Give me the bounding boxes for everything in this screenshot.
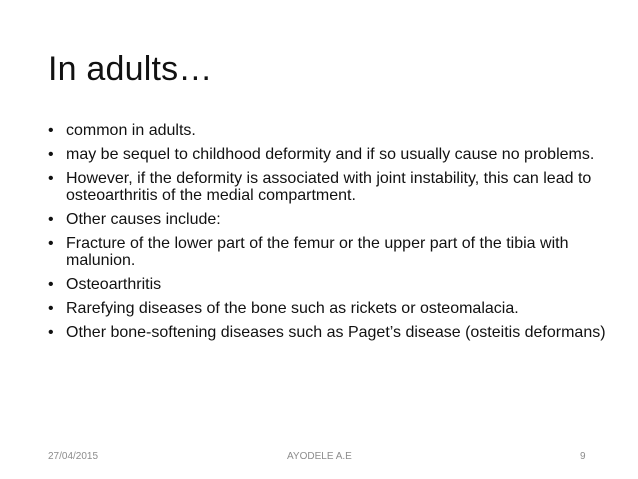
- bullet-text: may be sequel to childhood deformity and if so usually cause no problems.: [66, 146, 595, 163]
- bullet-dot-icon: •: [48, 170, 54, 187]
- bullet-text: Rarefying diseases of the bone such as rickets or osteomalacia.: [66, 300, 519, 317]
- bullet-item: [48, 300, 608, 317]
- bullet-item: [48, 235, 608, 269]
- bullet-dot-icon: •: [48, 235, 54, 252]
- bullet-list: [48, 122, 608, 348]
- bullet-text: Osteoarthritis: [66, 276, 162, 293]
- bullet-item: [48, 122, 608, 139]
- bullet-text: Fracture of the lower part of the femur or the upper part of the tibia with malunion.: [66, 235, 569, 269]
- bullet-dot-icon: •: [48, 300, 54, 317]
- page-number: 9: [580, 451, 586, 462]
- bullet-item: [48, 170, 608, 204]
- footer-date: 27/04/2015: [48, 451, 99, 462]
- bullet-item: [48, 276, 608, 293]
- bullet-text: common in adults.: [66, 122, 196, 139]
- bullet-dot-icon: •: [48, 122, 54, 139]
- bullet-dot-icon: •: [48, 211, 54, 228]
- bullet-item: [48, 324, 608, 341]
- bullet-dot-icon: •: [48, 146, 54, 163]
- bullet-dot-icon: •: [48, 324, 54, 341]
- bullet-text: However, if the deformity is associated with joint instability, this can lead to osteoarthritis of the medial compartment.: [66, 170, 592, 204]
- bullet-item: [48, 146, 608, 163]
- bullet-item: [48, 211, 608, 228]
- footer-author: AYODELE A.E: [287, 451, 352, 462]
- bullet-text: Other bone-softening diseases such as Paget’s disease (osteitis deformans): [66, 324, 606, 341]
- bullet-dot-icon: •: [48, 276, 54, 293]
- slide-title: In adults…: [48, 50, 213, 88]
- bullet-text: Other causes include:: [66, 211, 221, 228]
